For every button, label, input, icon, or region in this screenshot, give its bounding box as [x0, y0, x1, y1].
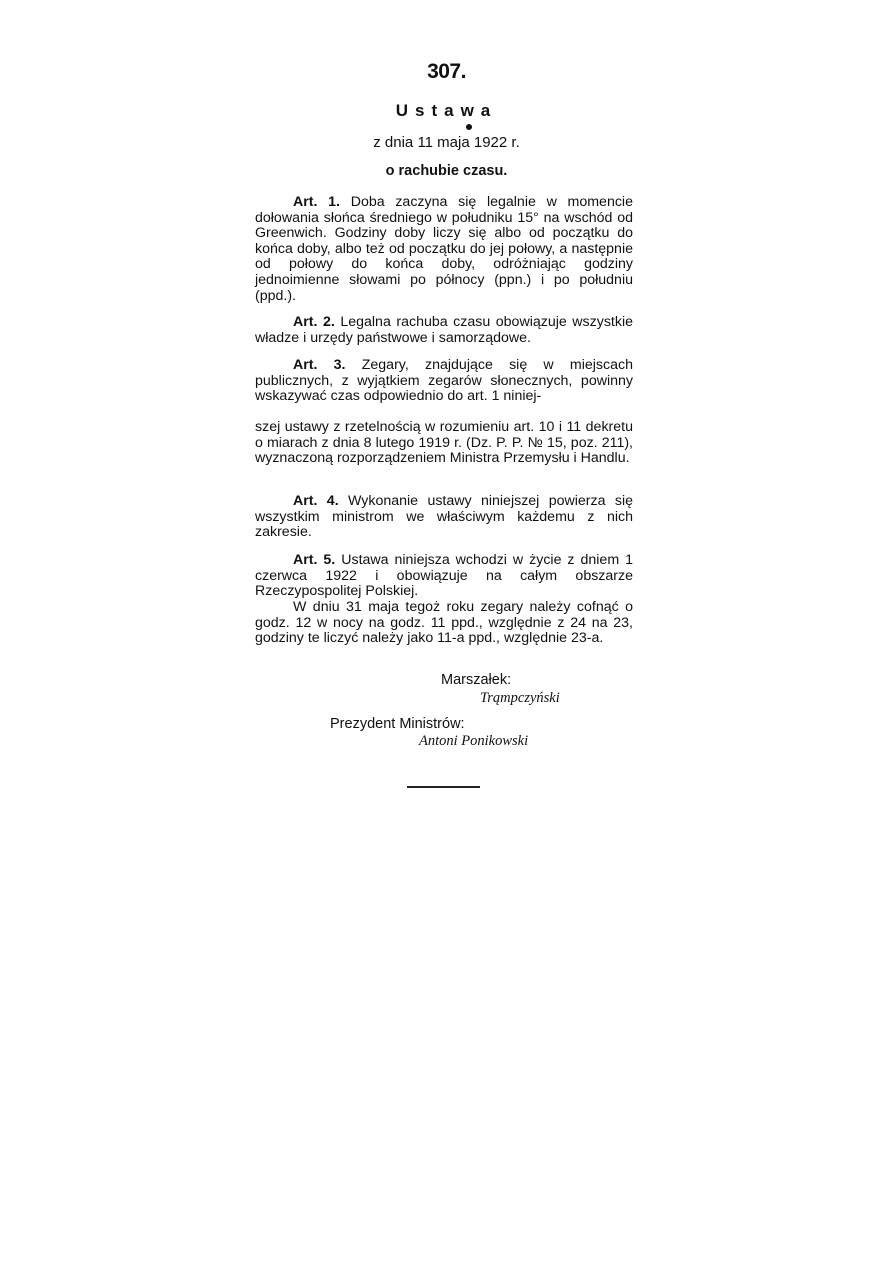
- signature-name-marshal: Trąmpczyński: [480, 690, 560, 706]
- closing-rule: [407, 786, 480, 788]
- article-1: [255, 195, 633, 304]
- article-label: Art. 5.: [293, 552, 336, 568]
- bullet-mark: [466, 124, 472, 130]
- article-5: [255, 553, 633, 600]
- article-label: Art. 3.: [293, 357, 346, 373]
- article-5-paragraph-2: [255, 600, 633, 647]
- article-3: [255, 358, 633, 405]
- signature-name-prime-minister: Antoni Ponikowski: [419, 733, 529, 749]
- article-3-continued: [255, 420, 633, 467]
- article-text: W dniu 31 maja tegoż roku zegary należy cofnąć o godz. 12 w nocy na godz. 11 ppd., względnie z 24 na 23, godziny te liczyć należy jako 11-a ppd., względnie 23-a.: [255, 599, 633, 647]
- article-4: [255, 494, 633, 541]
- signature-role-prime-minister: Prezydent Ministrów:: [330, 716, 465, 732]
- article-label: Art. 2.: [293, 314, 335, 330]
- document-subject: o rachubie czasu.: [385, 163, 508, 179]
- article-text: Doba zaczyna się legalnie w momencie dołowania słońca średniego w południku 15° na wschód od Greenwich. Godziny doby liczy się albo od początku do końca doby, albo też od początku do jej połowy, a następnie od połowy do końca doby, odróżniając godziny jednoimienne słowami po północy (ppn.) i po południu (ppd.).: [255, 194, 633, 304]
- article-text: Zegary, znajdujące się w miejscach publicznych, z wyjątkiem zegarów słonecznych, powinny wskazywać czas odpowiednio do art. 1 niniej-: [255, 357, 633, 405]
- article-2: [255, 315, 633, 346]
- signature-role-marshal: Marszałek:: [441, 672, 512, 688]
- article-text: Legalna rachuba czasu obowiązuje wszystkie władze i urzędy państwowe i samorządowe.: [255, 314, 633, 346]
- article-text: Wykonanie ustawy niniejszej powierza się wszystkim ministrom we właściwym każdemu z nich zakresie.: [255, 493, 633, 541]
- article-text: szej ustawy z rzetelnością w rozumieniu art. 10 i 11 dekretu o miarach z dnia 8 lutego 1919 r. (Dz. P. P. № 15, poz. 211), wyznaczoną rozporządzeniem Ministra Przemysłu i Handlu.: [255, 419, 633, 467]
- article-text: Ustawa niniejsza wchodzi w życie z dniem 1 czerwca 1922 i obowiązuje na całym obszarze Rzeczypospolitej Polskiej.: [255, 552, 633, 600]
- article-label: Art. 1.: [293, 194, 340, 210]
- document-date: z dnia 11 maja 1922 r.: [373, 134, 520, 151]
- article-label: Art. 4.: [293, 493, 339, 509]
- document-title: Ustawa: [395, 101, 498, 120]
- page-number: 307.: [427, 60, 466, 83]
